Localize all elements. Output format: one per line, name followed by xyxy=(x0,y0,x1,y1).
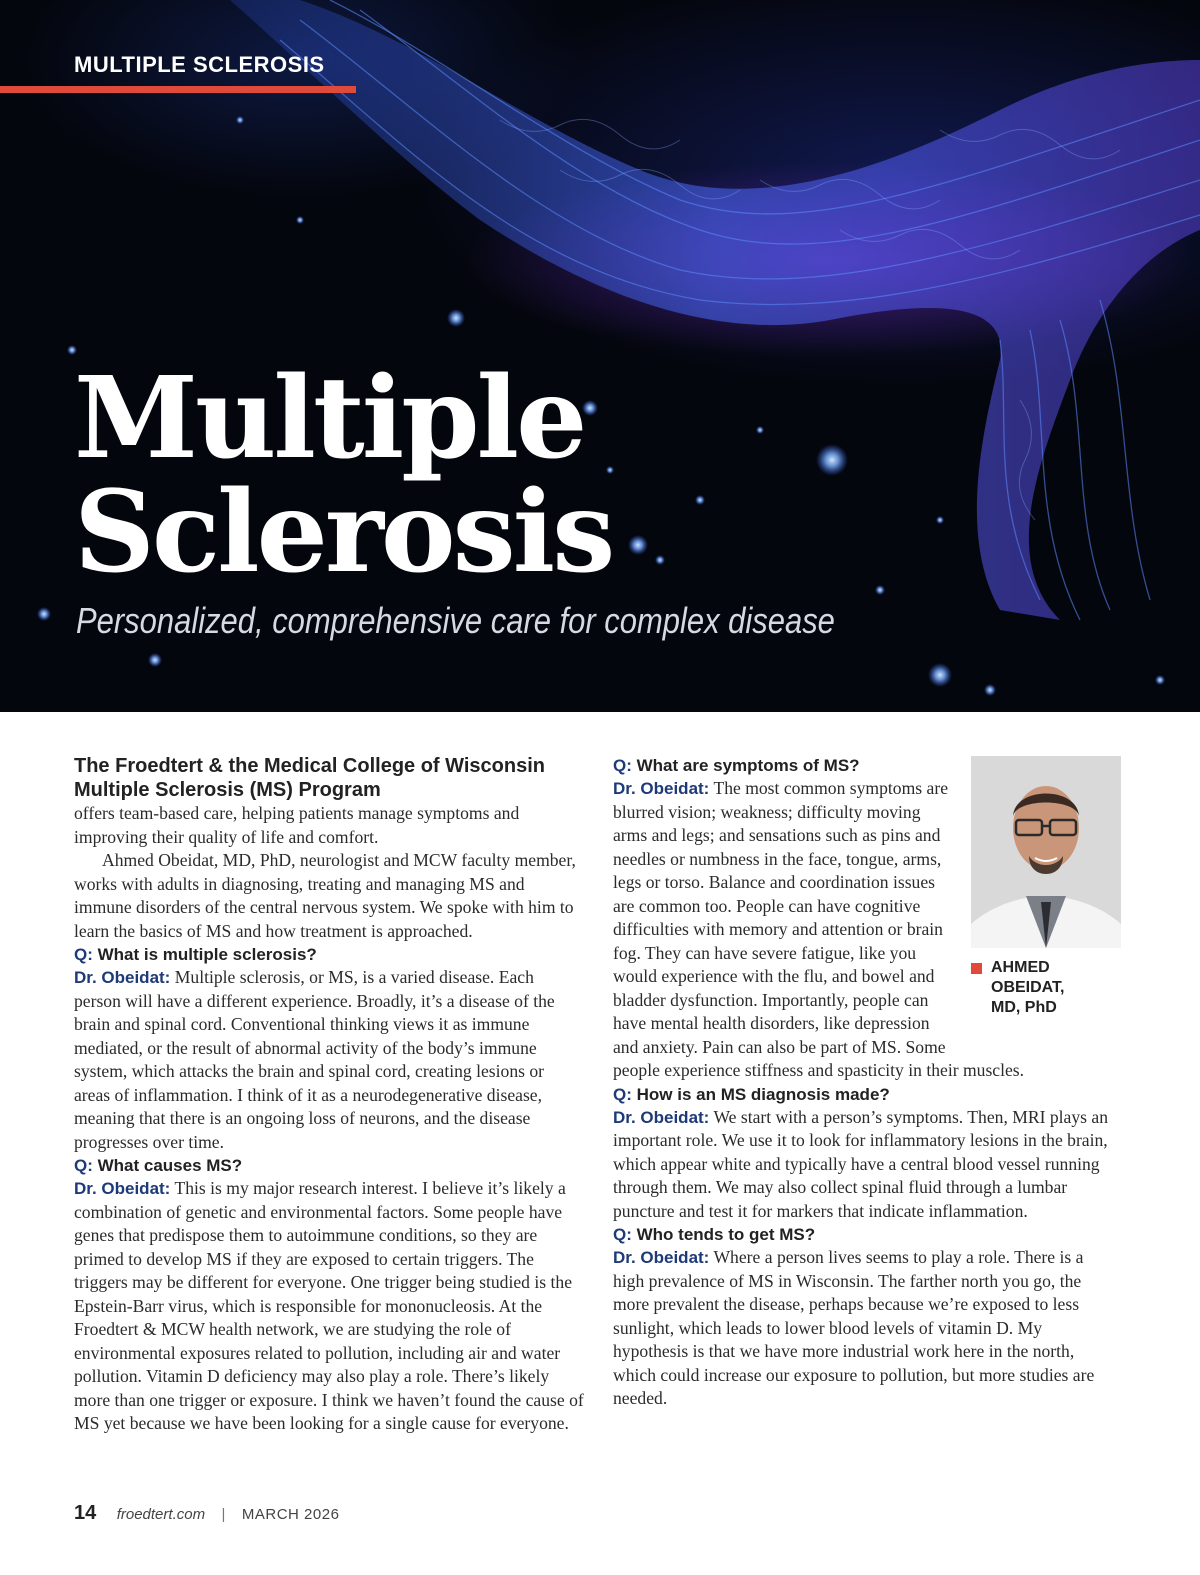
title-line-1: Multiple xyxy=(74,353,585,484)
intro-lead: The Froedtert & the Medical College of Wisconsin Multiple Sclerosis (MS) Program xyxy=(74,755,545,801)
answer-label: Dr. Obeidat: xyxy=(613,779,710,798)
author-caption xyxy=(971,958,1121,1018)
answer-paragraph xyxy=(613,1246,1118,1411)
question-marker: Q: xyxy=(613,1225,632,1244)
answer-label: Dr. Obeidat: xyxy=(74,1179,171,1198)
page-number: 14 xyxy=(74,1502,97,1524)
page-title xyxy=(74,353,613,598)
page-subtitle: Personalized, comprehensive care for complex disease xyxy=(76,600,835,641)
question-marker: Q: xyxy=(74,945,93,964)
question-heading xyxy=(74,1154,584,1177)
answer-text: We start with a person’s symptoms. Then, MRI plays an important role. We use it to look for inflammatory lesions in the brain, which appear white and typically have a central blood vessel running through them. We may also collect spinal fluid through a lumbar puncture and test it for markers that indicate inflammation. xyxy=(613,1106,1109,1221)
question-text: What causes MS? xyxy=(97,1156,243,1175)
article-column-left xyxy=(74,754,584,1436)
question-text: What are symptoms of MS? xyxy=(636,756,860,775)
question-marker: Q: xyxy=(613,1084,632,1104)
section-label: MULTIPLE SCLEROSIS xyxy=(74,52,325,77)
question-text: How is an MS diagnosis made? xyxy=(636,1084,890,1104)
portrait-image xyxy=(971,756,1121,948)
footer-separator: | xyxy=(221,1506,226,1523)
question-heading xyxy=(613,1083,1118,1106)
intro-paragraph-1: offers team-based care, helping patients manage symptoms and improving their quality of life and comfort. xyxy=(74,803,520,847)
caption-square-icon xyxy=(971,963,982,974)
question-marker: Q: xyxy=(613,756,632,775)
answer-label: Dr. Obeidat: xyxy=(613,1248,710,1267)
author-photo-block xyxy=(971,756,1121,1042)
answer-label: Dr. Obeidat: xyxy=(74,968,171,987)
answer-text: Multiple sclerosis, or MS, is a varied disease. Each person will have a different experience. Broadly, it’s a disease of the brain and spinal cord. Conventional thinking views it as immune mediated, or the result of abnormal activity of the body’s immune system, which attacks the brain and spinal cord, creating lesions or areas of inflammation. I think of it as a neurodegenerative disease, meaning that there is an ongoing loss of neurons, and the disease progresses over time. xyxy=(74,967,555,1152)
answer-text: The most common symptoms are blurred vision; weakness; difficulty moving arms and legs; and sensations such as pins and needles or numbness in the face, tongue, arms, legs or torso. Balance and coordination issues are common too. People can have cognitive difficulties with memory and attention or brain fog. They can have severe fatigue, like you would experience with the flu, and bowel and bladder dysfunction. Importantly, people can have mental health disorders, like depression and anxiety. Pain can also be part of MS. Some people experience stiffness and spasticity in their muscles. xyxy=(613,778,1025,1080)
author-photo xyxy=(971,756,1121,948)
question-marker: Q: xyxy=(74,1156,93,1175)
caption-line-2: MD, PhD xyxy=(991,999,1057,1016)
question-text: Who tends to get MS? xyxy=(636,1225,816,1244)
answer-paragraph xyxy=(74,966,584,1154)
question-heading xyxy=(613,1223,1118,1246)
intro-paragraph-2: Ahmed Obeidat, MD, PhD, neurologist and MCW faculty member, works with adults in diagnosing, treating and managing MS and immune disorders of the central nervous system. We spoke with him to learn the basics of MS and how treatment is approached. xyxy=(74,850,576,941)
answer-paragraph xyxy=(74,1177,584,1436)
footer-site-link[interactable]: froedtert.com xyxy=(116,1506,206,1523)
answer-label: Dr. Obeidat: xyxy=(613,1107,710,1127)
article-column-right xyxy=(613,754,1118,1411)
caption-line-1: AHMED OBEIDAT, xyxy=(991,959,1065,996)
page-footer xyxy=(74,1502,339,1525)
hero-banner xyxy=(0,0,1200,712)
answer-text: Where a person lives seems to play a role. There is a high prevalence of MS in Wisconsin. The farther north you go, the more prevalent the disease, perhaps because we’re exposed to less sunlight, which leads to lower blood levels of vitamin D. My hypothesis is that we have more industrial work here in the north, which could increase our exposure to pollution, but more studies are needed. xyxy=(613,1247,1095,1408)
section-accent-bar xyxy=(0,86,356,93)
title-line-2: Sclerosis xyxy=(74,467,613,598)
answer-text: This is my major research interest. I believe it’s likely a combination of genetic and environmental factors. Some people have genes that predispose them to autoimmune conditions, so they are primed to develop MS if they are exposed to certain triggers. The triggers may be different for everyone. One trigger being studied is the Epstein-Barr virus, which is responsible for mononucleosis. At the Froedtert & MCW health network, we are studying the role of environmental exposures related to pollution, including air and water pollution. Vitamin D deficiency may also play a role. There’s likely more than one trigger or exposure. I think we haven’t found the cause of MS yet because we have been looking for a single cause for everyone. xyxy=(74,1178,584,1433)
question-text: What is multiple sclerosis? xyxy=(97,945,317,964)
issue-date: MARCH 2026 xyxy=(241,1506,340,1523)
question-heading xyxy=(74,943,584,966)
answer-paragraph xyxy=(613,1106,1118,1224)
